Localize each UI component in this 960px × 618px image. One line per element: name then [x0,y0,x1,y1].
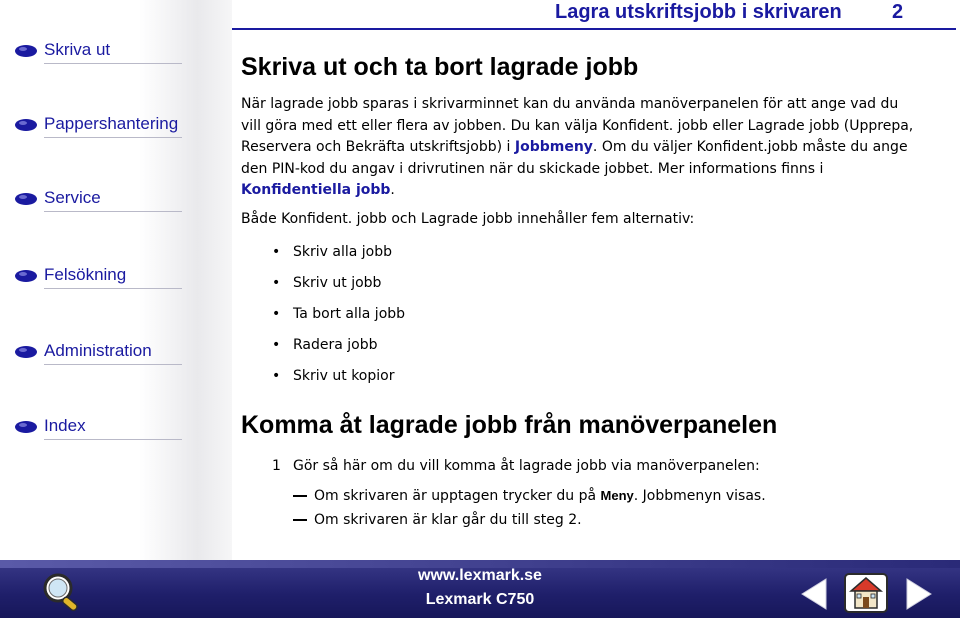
page-number: 2 [892,1,904,23]
nav-bullet-icon [14,118,38,132]
sidebar-item-label: Index [44,416,86,435]
nav-bullet-icon [14,269,38,283]
text-run: Om skrivaren är upptagen trycker du på [314,488,601,504]
sidebar-item-label: Pappershantering [44,114,179,133]
bullet-icon: • [272,275,281,291]
sidebar [0,0,232,560]
sub-step-text [314,487,766,505]
step-text: Gör så här om du vill komma åt lagrade jobb via manöverpanelen: [293,458,760,474]
text-run: . Jobbmenyn visas. [633,488,766,504]
divider [44,439,182,440]
footer-url[interactable]: www.lexmark.se [418,567,542,584]
divider [44,63,182,64]
sidebar-item-skriva-ut[interactable] [14,30,182,60]
jobbmeny-link[interactable]: Jobbmeny [514,139,593,155]
nav-bullet-icon [14,192,38,206]
nav-bullet-icon [14,345,38,359]
page-header-title: Lagra utskriftsjobb i skrivaren [555,1,842,23]
bullet-icon: • [272,368,281,384]
list-item-text: Skriv ut kopior [293,368,395,384]
list-item-text: Skriv alla jobb [293,244,392,260]
sidebar-item-label: Skriva ut [44,40,111,59]
konfidentiella-jobb-link[interactable]: Konfidentiella jobb [241,182,391,198]
section-heading: Komma åt lagrade jobb från manöverpanelen [241,411,778,439]
sub-step-text: Om skrivaren är klar går du till steg 2. [314,512,582,528]
sidebar-item-label: Service [44,188,101,207]
step-number: 1 [272,458,281,474]
sidebar-item-felsokning[interactable] [14,255,182,285]
key-label: Meny [600,488,634,503]
back-arrow-icon[interactable] [800,576,830,612]
list-item-text: Radera jobb [293,337,378,353]
options-paragraph: Både Konfident. jobb och Lagrade jobb innehåller fem alternativ: [241,211,695,227]
divider [44,364,182,365]
list-item-text: Skriv ut jobb [293,275,382,291]
nav-bullet-icon [14,420,38,434]
section-heading: Skriva ut och ta bort lagrade jobb [241,53,639,81]
home-icon[interactable] [842,571,890,615]
dash-icon [293,495,307,497]
sidebar-item-label: Felsökning [44,265,127,284]
text-run: . Om du väljer Konfident.jobb måste du ange den PIN-kod du angav i drivrutinen när du skickade jobbet. Mer informations finns i [241,139,908,177]
bullet-icon: • [272,244,281,260]
forward-arrow-icon[interactable] [903,576,933,612]
bullet-icon: • [272,306,281,322]
divider [44,288,182,289]
text-run: När lagrade jobb sparas i skrivarminnet kan du använda manöverpanelen för att ange vad du vill göra med ett eller flera av jobben. Du kan välja Konfident. jobb eller Lagrade jobb (Upprepa, Reservera och Bekräfta utskriftsjobb) i [241,96,914,155]
dash-icon [293,519,307,521]
list-item-text: Ta bort alla jobb [293,306,406,322]
intro-paragraph [241,94,921,202]
sidebar-item-administration[interactable] [14,331,182,361]
divider [44,137,182,138]
sidebar-item-index[interactable] [14,406,182,436]
sidebar-item-label: Administration [44,341,152,360]
divider [44,211,182,212]
footer-product: Lexmark C750 [425,591,535,608]
header-divider [232,28,956,30]
text-run: . [390,182,395,198]
bullet-icon: • [272,337,281,353]
nav-bullet-icon [14,44,38,58]
sidebar-item-service[interactable] [14,178,182,208]
sidebar-item-pappershantering[interactable] [14,104,182,134]
